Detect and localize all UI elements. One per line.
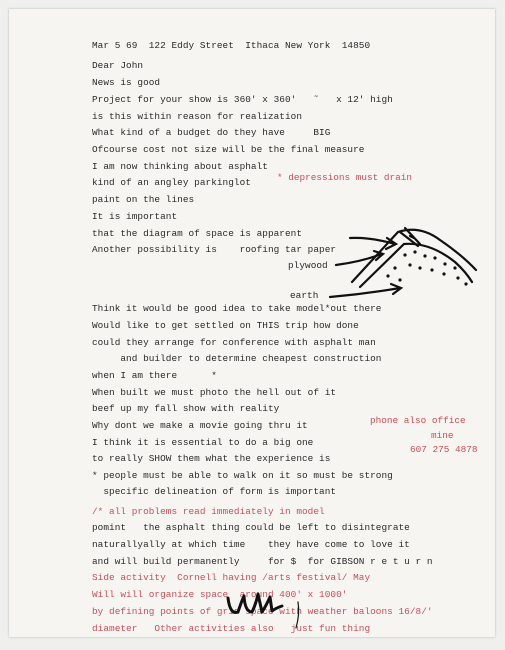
annotation-depressions: * depressions must drain	[277, 172, 413, 183]
letter-line: * people must be able to walk on it so must be strong	[92, 470, 393, 481]
letter-line: diameter Other activities also just fun thing	[92, 623, 371, 634]
letter-line: I think it is essential to do a big one	[92, 437, 314, 448]
letter-line: Another possibility is roofing tar paper	[92, 244, 337, 255]
letter-line: that the diagram of space is apparent	[92, 228, 303, 239]
letter-line: Project for your show is 360' x 360' ˜ x 12' high	[92, 94, 393, 105]
letter-line: Think it would be good idea to take model*out there	[92, 303, 382, 314]
letter-line: I am now thinking about asphalt	[92, 161, 268, 172]
letter-line: It is important	[92, 211, 178, 222]
signature-icon	[228, 594, 299, 628]
letter-line: Mar 5 69 122 Eddy Street Ithaca New York 14850	[92, 40, 371, 51]
letter-line: and builder to determine cheapest construction	[92, 353, 382, 364]
letter-line: could they arrange for conference with asphalt man	[92, 337, 376, 348]
letter-line: naturallyally at which time they have come to love it	[92, 539, 410, 550]
letter-line: specific delineation of form is important	[92, 486, 337, 497]
letter-line: Dear John	[92, 60, 144, 71]
letter-line: Side activity Cornell having /arts festival/ May	[92, 572, 371, 583]
letter-line: kind of an angley parkinglot	[92, 177, 251, 188]
annotation-phone-office: phone also office	[370, 415, 466, 426]
letter-line: paint on the lines	[92, 194, 195, 205]
letter-line: and will build permanently for $ for GIBSON r e t u r n	[92, 556, 433, 567]
annotation-plywood: plywood	[288, 260, 328, 271]
letter-line: beef up my fall show with reality	[92, 403, 280, 414]
annotation-phone-number: 607 275 4878	[410, 444, 478, 455]
letter-line: /* all problems read immediately in model	[92, 506, 325, 517]
letter-line: by defining points of grid space with weather baloons 16/8/'	[92, 606, 433, 617]
letter-line: Why dont we make a movie going thru it	[92, 420, 308, 431]
letter-line: Would like to get settled on THIS trip how done	[92, 320, 359, 331]
letter-line: News is good	[92, 77, 161, 88]
annotation-phone-mine: mine	[431, 430, 454, 441]
letter-line: to really SHOW them what the experience is	[92, 453, 331, 464]
letter-line: Ofcourse cost not size will be the final measure	[92, 144, 365, 155]
annotation-earth: earth	[290, 290, 319, 301]
letter-line: pomint the asphalt thing could be left to disintegrate	[92, 522, 410, 533]
letter-line: Will will organize space around 400' x 1000'	[92, 589, 348, 600]
sketch-dots-icon	[386, 250, 467, 285]
letter-line: when I am there *	[92, 370, 217, 381]
letter-line: What kind of a budget do they have BIG	[92, 127, 331, 138]
letter-line: is this within reason for realization	[92, 111, 303, 122]
letter-line: When built we must photo the hell out of it	[92, 387, 337, 398]
